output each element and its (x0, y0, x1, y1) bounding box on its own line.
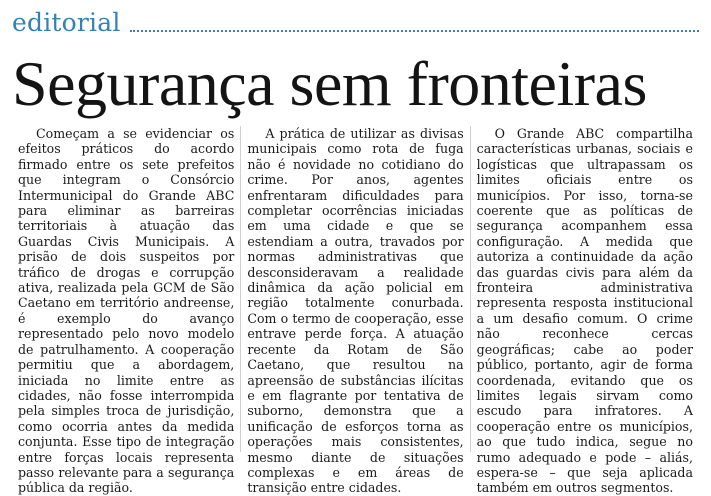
article-body (12, 126, 699, 496)
article-column-2 (240, 126, 469, 496)
article-column-1 (12, 126, 240, 496)
paragraph-3: O Grande ABC compartilha características urbanas, sociais e logísticas que ultrapassam os limites oficiais entre os municípios. Por isso, torna-se coerente que as políticas de segurança acompanhem essa configuração. A medida que autoriza a continuidade da ação das guardas civis para além da fronteira administrativa representa resposta institucional a um desafio comum. O crime não reconhece cercas geográficas; cabe ao poder público, portanto, agir de forma coordenada, evitando que os limites legais sirvam como escudo para infratores. A cooperação entre os municípios, ao que tudo indica, segue no rumo adequado e pode – aliás, espera-se – que seja aplicada também em outros segmentos. (476, 126, 693, 496)
paragraph-2: A prática de utilizar as divisas municipais como rota de fuga não é novidade no cotidiano do crime. Por anos, agentes enfrentaram dificuldades para completar ocorrências iniciadas em uma cidade e que se estendiam a outra, travados por normas administrativas que desconsideravam a realidade dinâmica da ação policial em região totalmente conurbada. Com o termo de cooperação, esse entrave perde força. A atuação recente da Rotam de São Caetano, que resultou na apreensão de substâncias ilícitas e em flagrante por tentativa de suborno, demonstra que a unificação de esforços torna as operações mais consistentes, mesmo diante de situações complexas e em áreas de transição entre cidades. (247, 126, 464, 496)
dotted-divider (130, 30, 699, 32)
headline: Segurança sem fronteiras (12, 48, 647, 119)
paragraph-1: Começam a se evidenciar os efeitos práticos do acordo firmado entre os sete prefeitos que integram o Consórcio Intermunicipal do Grande ABC para eliminar as barreiras territoriais à atuação das Guardas Civis Municipais. A prisão de dois suspeitos por tráfico de drogas e corrupção ativa, realizada pela GCM de São Caetano em território andreense, é exemplo do avanço representado pelo novo modelo de patrulhamento. A cooperação permitiu que a abordagem, iniciada no limite entre as cidades, não fosse interrompida pela simples troca de jurisdição, como ocorria antes da medida conjunta. Esse tipo de integração entre forças locais representa passo relevante para a segurança pública da região. (18, 126, 235, 496)
article-column-3 (470, 126, 699, 496)
section-label: editorial (12, 8, 121, 37)
